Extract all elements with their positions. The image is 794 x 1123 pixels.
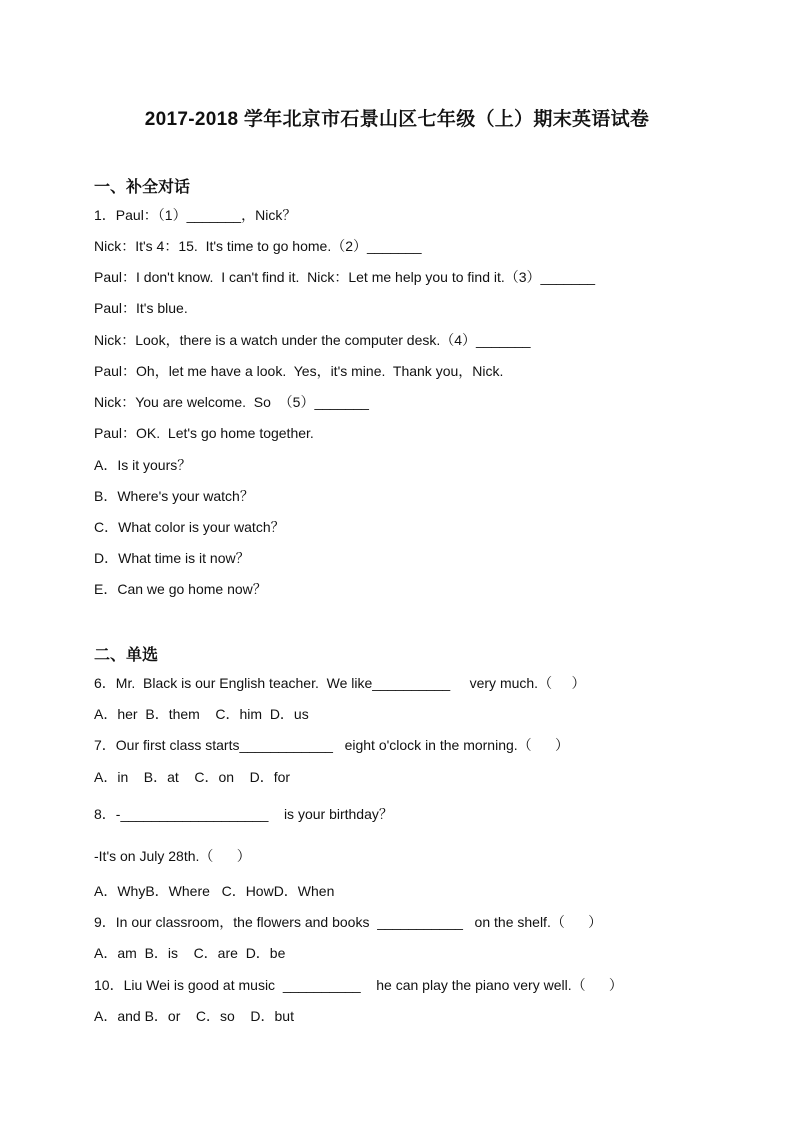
question-line: 8．-___________________ is your birthday？ xyxy=(94,806,393,822)
question-line: 10．Liu Wei is good at music __________ he can play the piano very well.（ ） xyxy=(94,977,623,993)
option-line: A．and B．or C．so D．but xyxy=(94,1008,294,1024)
section-heading-single-choice: 二、单选 xyxy=(94,647,159,664)
question-line: 9．In our classroom，the flowers and books ___________ on the shelf.（ ） xyxy=(94,914,603,930)
dialogue-line: Paul：It's blue. xyxy=(94,300,188,316)
option-line: A．in B．at C．on D．for xyxy=(94,769,291,785)
option-line: C．What color is your watch？ xyxy=(94,519,285,535)
dialogue-line: Nick：It's 4：15. It's time to go home.（2）_______ xyxy=(94,238,422,254)
dialogue-line: Paul：Oh，let me have a look. Yes，it's mine. Thank you，Nick. xyxy=(94,363,504,379)
dialogue-line: Paul：I don't know. I can't find it. Nick：Let me help you to find it.（3）_______ xyxy=(94,269,596,285)
option-line: A．am B．is C．are D．be xyxy=(94,945,286,961)
option-line: E．Can we go home now？ xyxy=(94,581,267,597)
option-line: B．Where's your watch？ xyxy=(94,488,254,504)
question-line: 6．Mr. Black is our English teacher. We like__________ very much.（ ） xyxy=(94,675,586,691)
page-title: 2017-2018 学年北京市石景山区七年级（上）期末英语试卷 xyxy=(144,109,650,130)
option-line: A．her B．them C．him D．us xyxy=(94,706,309,722)
question-line: -It's on July 28th.（ ） xyxy=(94,848,251,864)
dialogue-line: Nick：You are welcome. So （5）_______ xyxy=(94,394,369,410)
dialogue-line: 1．Paul：（1）_______，Nick？ xyxy=(94,207,297,223)
option-line: A．WhyB．Where C．HowD．When xyxy=(94,883,335,899)
question-line: 7．Our first class starts____________ eight o'clock in the morning.（ ） xyxy=(94,737,570,753)
dialogue-line: Nick：Look，there is a watch under the computer desk.（4）_______ xyxy=(94,332,531,348)
option-line: D．What time is it now？ xyxy=(94,550,250,566)
section-heading-dialogue: 一、补全对话 xyxy=(94,179,191,196)
dialogue-line: Paul：OK. Let's go home together. xyxy=(94,425,314,441)
option-line: A．Is it yours？ xyxy=(94,457,192,473)
